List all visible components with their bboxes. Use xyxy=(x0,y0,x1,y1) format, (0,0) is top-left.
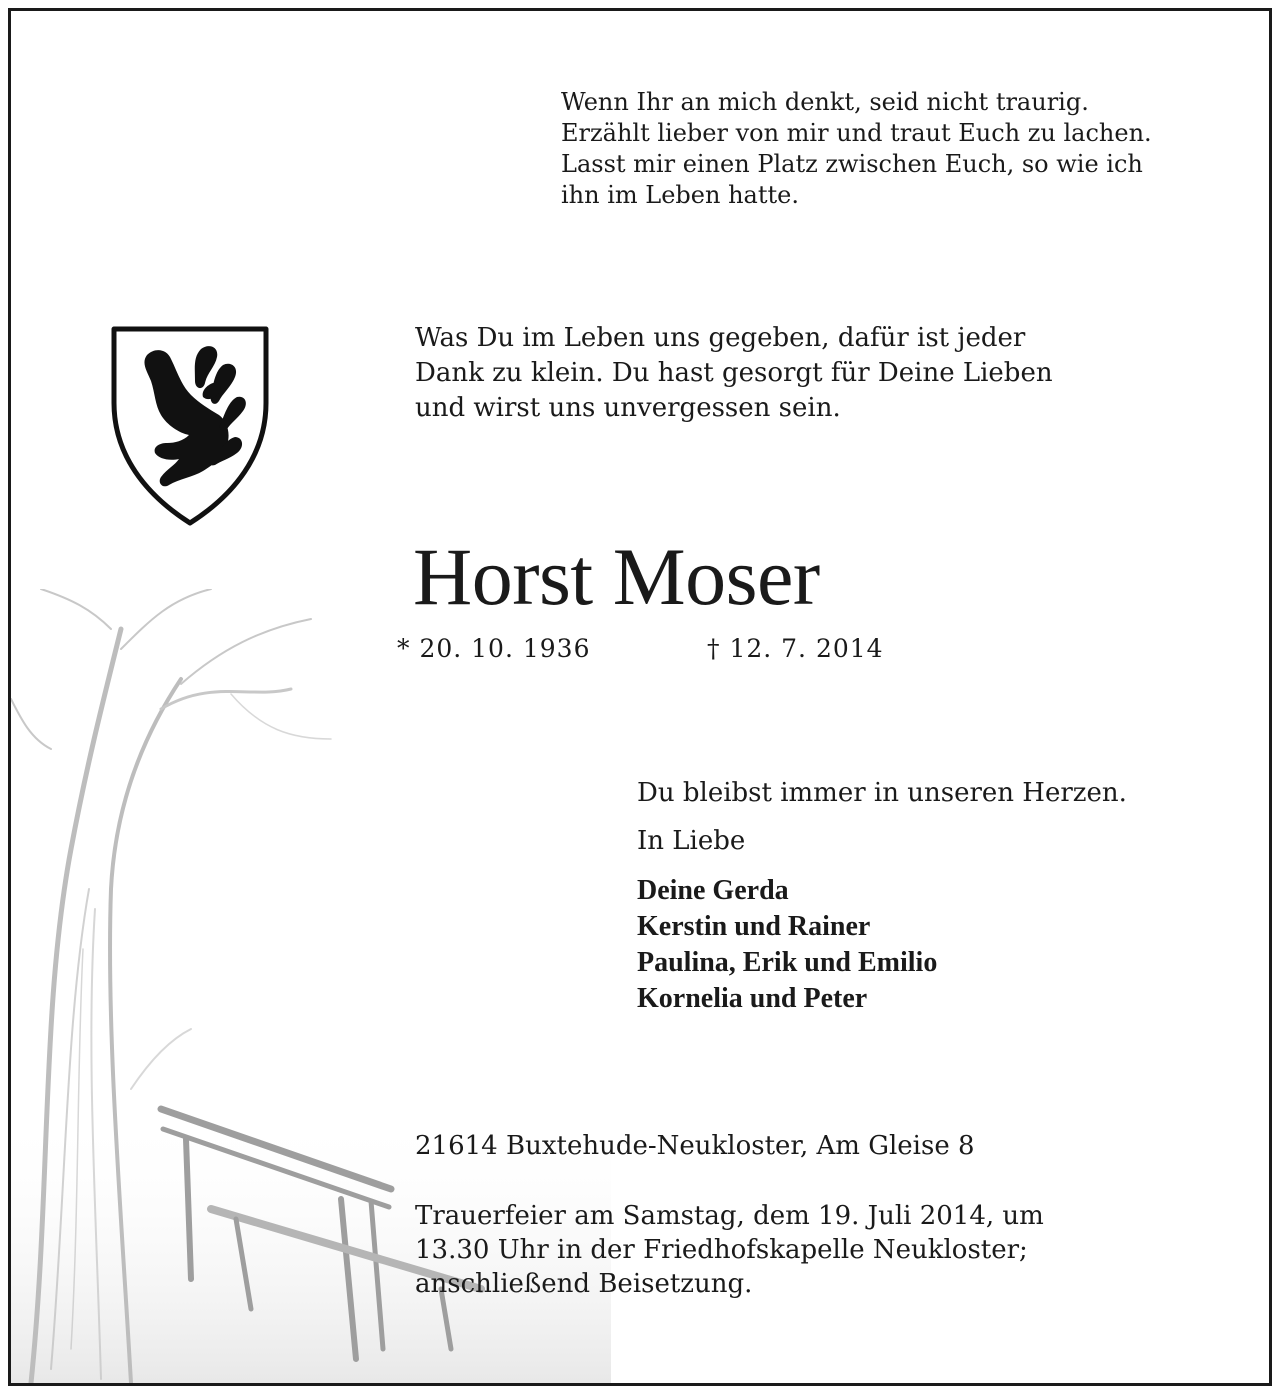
deceased-name: Horst Moser xyxy=(413,531,820,622)
antler-coat-of-arms-icon xyxy=(109,325,271,527)
motto-line: Wenn Ihr an mich denkt, seid nicht traurig. xyxy=(561,88,1089,116)
service-line: anschließend Beisetzung. xyxy=(415,1269,753,1299)
motto-line: ihn im Leben hatte. xyxy=(561,181,799,209)
mourner-name: Kerstin und Rainer xyxy=(637,911,871,942)
service-line: 13.30 Uhr in der Friedhofskapelle Neukloster; xyxy=(415,1235,1028,1265)
motto-line: Erzählt lieber von mir und traut Euch zu lachen. xyxy=(561,119,1152,147)
verse xyxy=(415,321,1235,426)
mourners-list xyxy=(637,873,1237,1017)
birth-date: * 20. 10. 1936 xyxy=(397,634,591,663)
family-section xyxy=(637,775,1237,1017)
funeral-service-info xyxy=(415,1199,1044,1301)
address: 21614 Buxtehude-Neukloster, Am Gleise 8 xyxy=(415,1131,975,1161)
obituary-notice xyxy=(8,8,1272,1386)
verse-line: und wirst uns unvergessen sein. xyxy=(415,393,841,423)
verse-line: Was Du im Leben uns gegeben, dafür ist jeder xyxy=(415,323,1026,353)
mourner-name: Kornelia und Peter xyxy=(637,983,868,1014)
service-line: Trauerfeier am Samstag, dem 19. Juli 2014, um xyxy=(415,1201,1044,1231)
in-love-line: In Liebe xyxy=(637,826,746,856)
verse-line: Dank zu klein. Du hast gesorgt für Deine Lieben xyxy=(415,358,1053,388)
mourner-name: Deine Gerda xyxy=(637,875,789,906)
death-date: † 12. 7. 2014 xyxy=(707,634,884,663)
motto-line: Lasst mir einen Platz zwischen Euch, so wie ich xyxy=(561,150,1143,178)
motto-quote xyxy=(561,87,1251,211)
mourner-name: Paulina, Erik und Emilio xyxy=(637,947,938,978)
closing-line: Du bleibst immer in unseren Herzen. xyxy=(637,778,1127,808)
